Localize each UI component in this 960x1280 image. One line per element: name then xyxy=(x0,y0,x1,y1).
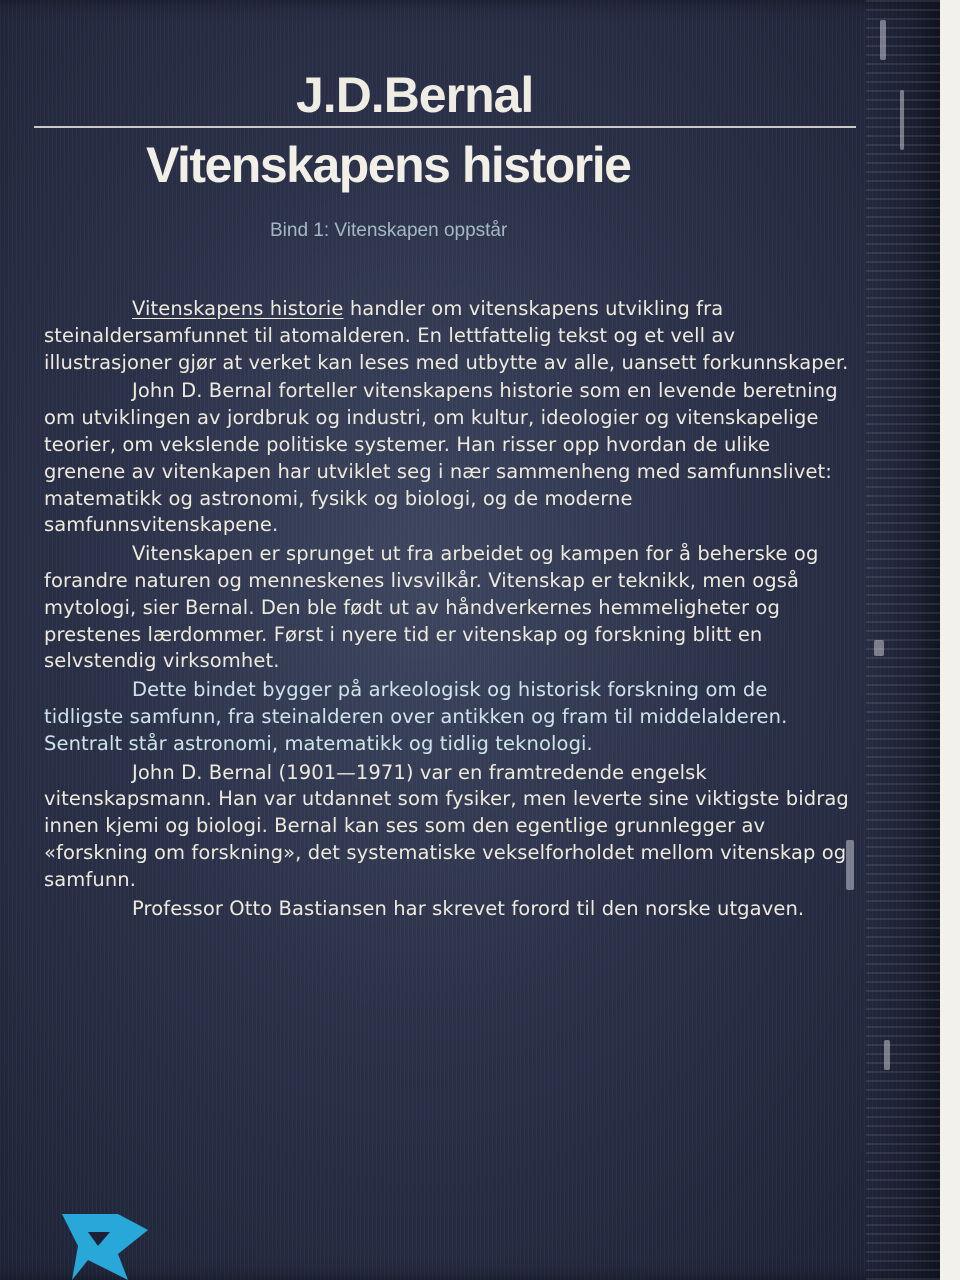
scuff-mark xyxy=(884,1040,890,1070)
blurb-paragraph: Dette bindet bygger på arkeologisk og historisk forskning om de tidligste samfunn, fra steinalderen over antikken og fram til middelalderen. Sentralt står astronomi, matematikk og tidlig teknologi. xyxy=(44,678,788,755)
blurb-paragraph: John D. Bernal (1901—1971) var en framtredende engelsk vitenskapsmann. Han var utdannet som fysiker, men leverte sine viktigste bidrag innen kjemi og biologi. Bernal kan ses som den egentlige grunnlegger av «forskning om forskning», det systematiske vekselforholdet mellom vitenskap og samfunn. xyxy=(44,760,849,891)
blurb-paragraph: Vitenskapen er sprunget ut fra arbeidet og kampen for å beherske og forandre naturen og menneskenes livsvilkår. Vitenskap er teknikk, men også mytologi, sier Bernal. Den ble født ut av håndverkernes hemmeligheter og prestenes lærdommer. Først i nyere tid er vitenskap og forskning blitt en selvstendig virksomhet. xyxy=(44,542,819,673)
scuff-mark xyxy=(874,640,884,656)
title-divider xyxy=(34,126,856,128)
blurb-text xyxy=(44,296,852,924)
scuff-mark xyxy=(880,20,886,60)
publisher-logo-icon xyxy=(58,1210,150,1280)
blurb-paragraph xyxy=(44,296,852,376)
blurb-paragraph: John D. Bernal forteller vitenskapens historie som en levende beretning om utviklingen av jordbruk og industri, om kultur, ideologier og vitenskapelige teorier, om vekslende politiske systemer. Han risser opp hvordan de ulike grenene av vitenkapen har utviklet seg i nær sammenheng med samfunnslivet: matematikk og astronomi, fysikk og biologi, og de moderne samfunnsvitenskapene. xyxy=(44,379,838,537)
title-reference: Vitenskapens historie xyxy=(132,297,344,320)
author-name: J.D.Bernal xyxy=(296,67,534,123)
book-title: Vitenskapens historie xyxy=(146,137,631,193)
paragraph-text: handler om vitenskapens utvikling fra steinaldersamfunnet til atomalderen. En lettfattelig tekst og et vell av illustrasjoner gjør at verket kan leses med utbytte av alle, uansett forkunnskaper. xyxy=(44,297,849,374)
scuff-mark xyxy=(900,90,904,150)
blurb-paragraph: Professor Otto Bastiansen har skrevet forord til den norske utgaven. xyxy=(132,896,805,920)
volume-subtitle: Bind 1: Vitenskapen oppstår xyxy=(270,220,508,241)
